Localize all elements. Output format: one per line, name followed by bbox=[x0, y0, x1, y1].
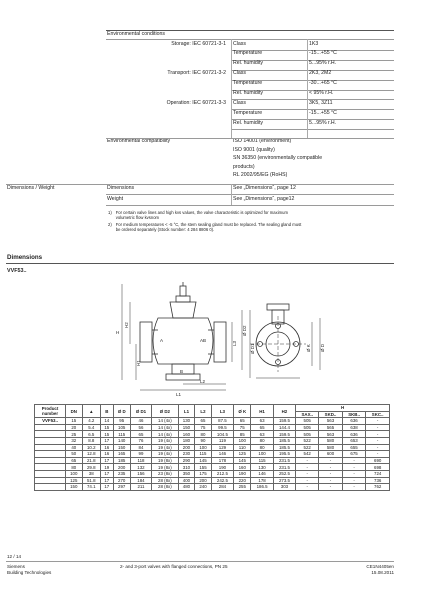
table-cell: 400 bbox=[178, 477, 195, 484]
table-cell: 522 bbox=[296, 444, 319, 451]
dimensions-table bbox=[34, 404, 390, 491]
table-cell: 145 bbox=[234, 457, 251, 464]
table-cell: - bbox=[319, 464, 343, 471]
port-label-a: A bbox=[160, 338, 164, 343]
table-cell: 21.8 bbox=[82, 457, 100, 464]
table-cell: 25 bbox=[66, 431, 83, 438]
table-cell: 200 bbox=[195, 477, 212, 484]
table-cell: 175 bbox=[195, 470, 212, 477]
table-cell: 17 bbox=[100, 477, 113, 484]
table-cell: 80 bbox=[251, 437, 273, 444]
footer-date: 15.08.2011 bbox=[371, 570, 394, 575]
env-row-value: -15...+55 °C bbox=[309, 50, 337, 57]
table-cell: 132 bbox=[130, 464, 151, 471]
env-row-value: 3K5, 3Z11 bbox=[309, 99, 333, 106]
note-line: For certain valve lines and high kvs values, the valve characteristic is optimized for maximum bbox=[115, 210, 288, 215]
dim-label-d1: Ø D1 bbox=[250, 343, 255, 354]
env-row-value: 5...95% r.H. bbox=[309, 60, 337, 67]
table-row bbox=[35, 470, 390, 477]
table-cell: 99.5 bbox=[211, 424, 233, 431]
env-row-value: 5...95% r.H. bbox=[309, 119, 337, 126]
table-cell: 19 (4x) bbox=[152, 444, 179, 451]
table-cell: 80 bbox=[251, 444, 273, 451]
col-header: Ø D2 bbox=[152, 405, 179, 418]
dim-label-h2: H2 bbox=[124, 322, 129, 328]
table-row bbox=[35, 477, 390, 484]
table-cell: 159.5 bbox=[273, 418, 295, 425]
table-cell: 159.5 bbox=[273, 431, 295, 438]
table-cell: 100 bbox=[66, 470, 83, 477]
table-cell: 185.5 bbox=[273, 437, 295, 444]
table-cell: 87.5 bbox=[211, 418, 233, 425]
table-cell: - bbox=[296, 457, 319, 464]
table-cell: 105 bbox=[113, 424, 130, 431]
dim-label-h: H bbox=[116, 330, 120, 335]
table-cell: - bbox=[319, 484, 343, 491]
weight-row-value: See „Dimensions“, page12 bbox=[233, 195, 295, 202]
dim-label-d: Ø D bbox=[320, 343, 325, 352]
table-cell bbox=[35, 470, 66, 477]
table-cell: - bbox=[366, 431, 390, 438]
table-cell: 19 (4x) bbox=[152, 437, 179, 444]
col-subheader: SKB.. bbox=[342, 411, 366, 418]
table-cell: 50 bbox=[66, 451, 83, 458]
table-cell: 690 bbox=[366, 457, 390, 464]
table-cell: 235 bbox=[113, 470, 130, 477]
env-row-value: -30...+65 °C bbox=[309, 80, 337, 87]
table-cell: 145 bbox=[195, 457, 212, 464]
table-cell: 636 bbox=[342, 418, 366, 425]
table-cell: 76 bbox=[130, 437, 151, 444]
table-cell: 565 bbox=[319, 424, 343, 431]
table-cell: 100 bbox=[234, 437, 251, 444]
table-cell: - bbox=[366, 424, 390, 431]
table-cell: 65 bbox=[251, 424, 273, 431]
footer-company: Siemens bbox=[7, 564, 25, 569]
table-cell: 270 bbox=[113, 477, 130, 484]
table-row bbox=[35, 484, 390, 491]
table-cell: 165 bbox=[113, 451, 130, 458]
table-cell: 146 bbox=[211, 451, 233, 458]
table-cell: 15 bbox=[66, 418, 83, 425]
table-cell: 20 bbox=[66, 424, 83, 431]
env-row-key: Rel. humidity bbox=[233, 60, 263, 67]
col-header: DN bbox=[66, 405, 83, 418]
table-cell bbox=[35, 464, 66, 471]
table-cell bbox=[35, 457, 66, 464]
valve-drawing bbox=[100, 278, 340, 400]
table-cell: 80 bbox=[66, 464, 83, 471]
table-cell: 110 bbox=[234, 444, 251, 451]
table-cell bbox=[35, 477, 66, 484]
table-cell: 736 bbox=[366, 477, 390, 484]
table-cell: 29.8 bbox=[82, 464, 100, 471]
table-cell: 190 bbox=[234, 470, 251, 477]
table-cell: 200 bbox=[178, 444, 195, 451]
table-cell: 160 bbox=[234, 464, 251, 471]
env-compat-label: Environmental compatibility bbox=[107, 138, 171, 144]
table-cell: 185.5 bbox=[273, 444, 295, 451]
compat-line: RL 2002/95/EG (RoHS) bbox=[233, 172, 288, 178]
table-cell: 522 bbox=[296, 437, 319, 444]
env-row-value: < 95% r.H. bbox=[309, 90, 334, 96]
env-row-key: Temperature bbox=[233, 109, 263, 116]
table-cell: 115 bbox=[251, 457, 273, 464]
note-mark: 2) bbox=[108, 221, 112, 227]
table-cell: 119 bbox=[211, 437, 233, 444]
model-label: VVF53.. bbox=[7, 268, 27, 274]
table-cell: 178 bbox=[251, 477, 273, 484]
table-cell bbox=[35, 431, 66, 438]
table-cell: 23 (8x) bbox=[152, 470, 179, 477]
env-row-key: Class bbox=[233, 99, 246, 106]
table-cell bbox=[35, 444, 66, 451]
table-cell: 15 bbox=[100, 424, 113, 431]
table-cell: 240 bbox=[195, 484, 212, 491]
table-cell: - bbox=[296, 477, 319, 484]
table-cell: 10.2 bbox=[82, 444, 100, 451]
note-line: For medium temperatures < -5 °C, the stem sealing gland must be replaced. The sealing gland must bbox=[115, 221, 302, 227]
env-row-key: Rel. humidity bbox=[233, 119, 263, 126]
table-cell: 505 bbox=[296, 431, 319, 438]
table-cell: - bbox=[366, 444, 390, 451]
table-cell: 95 bbox=[113, 418, 130, 425]
table-cell: 38 bbox=[82, 470, 100, 477]
table-cell: 118 bbox=[130, 457, 151, 464]
col-header: H2 bbox=[273, 405, 295, 418]
table-cell: 150 bbox=[178, 424, 195, 431]
table-cell: 185 bbox=[113, 457, 130, 464]
table-cell: 125 bbox=[66, 477, 83, 484]
table-cell: 65 bbox=[130, 431, 151, 438]
table-cell: - bbox=[319, 457, 343, 464]
table-cell: - bbox=[366, 451, 390, 458]
table-cell: 180 bbox=[178, 437, 195, 444]
env-row-key: Class bbox=[233, 70, 246, 77]
table-cell: 100 bbox=[195, 444, 212, 451]
table-row bbox=[35, 431, 390, 438]
table-cell: - bbox=[342, 470, 366, 477]
table-cell: 140 bbox=[113, 437, 130, 444]
table-cell: 84 bbox=[130, 444, 151, 451]
table-cell: 17 bbox=[100, 470, 113, 477]
col-header: Ø D bbox=[113, 405, 130, 418]
env-group-name: Operation: IEC 60721-3-3 bbox=[166, 99, 226, 106]
table-cell: 65 bbox=[195, 418, 212, 425]
col-header: L2 bbox=[195, 405, 212, 418]
env-group-name: Transport: IEC 60721-3-2 bbox=[167, 70, 226, 77]
footer-doc-id: CE1N4405en bbox=[366, 564, 394, 569]
table-cell: 130 bbox=[251, 464, 273, 471]
col-header: B bbox=[100, 405, 113, 418]
table-cell: 28 (8x) bbox=[152, 477, 179, 484]
table-cell: 231.5 bbox=[273, 457, 295, 464]
table-cell: 99 bbox=[130, 451, 151, 458]
compat-line: SN 36350 (environmentally compatible bbox=[233, 155, 323, 161]
table-cell: 14 (4x) bbox=[152, 418, 179, 425]
env-row-key: Temperature bbox=[233, 80, 263, 87]
note-line: volumetric flow kvsnom bbox=[115, 215, 160, 221]
table-cell: - bbox=[296, 470, 319, 477]
table-cell: 273.5 bbox=[273, 477, 295, 484]
dim-label-h1: H1 bbox=[136, 360, 141, 366]
compat-line: products) bbox=[233, 163, 255, 170]
table-cell: 638 bbox=[342, 424, 366, 431]
table-cell bbox=[35, 437, 66, 444]
table-cell: 563 bbox=[319, 431, 343, 438]
table-cell: 505 bbox=[296, 418, 319, 425]
table-cell: 17 bbox=[100, 457, 113, 464]
table-cell: 125 bbox=[234, 451, 251, 458]
footer-doc-title: 2- and 3-port valves with flanged connections, PN 25 bbox=[120, 564, 228, 569]
table-cell: 8.8 bbox=[82, 437, 100, 444]
table-cell: 115 bbox=[113, 431, 130, 438]
table-cell: 100 bbox=[251, 451, 273, 458]
table-cell: - bbox=[319, 477, 343, 484]
table-cell: 14 (4x) bbox=[152, 431, 179, 438]
table-cell: 186.5 bbox=[251, 484, 273, 491]
col-header: Product number bbox=[35, 405, 66, 418]
table-cell: 297 bbox=[113, 484, 130, 491]
table-row bbox=[35, 424, 390, 431]
table-cell: - bbox=[342, 464, 366, 471]
table-cell: 6.5 bbox=[82, 431, 100, 438]
table-cell: 150 bbox=[66, 484, 83, 491]
table-cell bbox=[35, 451, 66, 458]
table-cell: 542 bbox=[296, 451, 319, 458]
table-cell: 655 bbox=[342, 444, 366, 451]
table-cell: 15 bbox=[100, 431, 113, 438]
table-cell: 115 bbox=[195, 451, 212, 458]
table-cell: 600 bbox=[319, 451, 343, 458]
env-row-key: Temperature bbox=[233, 50, 263, 57]
table-cell: 150 bbox=[113, 444, 130, 451]
table-cell bbox=[35, 484, 66, 491]
col-header: L3 bbox=[211, 405, 233, 418]
table-cell: 14 bbox=[100, 418, 113, 425]
table-cell: - bbox=[319, 470, 343, 477]
section-title: Dimensions bbox=[7, 254, 43, 261]
table-cell: 580 bbox=[319, 437, 343, 444]
table-row bbox=[35, 437, 390, 444]
table-cell: 5.4 bbox=[82, 424, 100, 431]
table-cell: 155 bbox=[195, 464, 212, 471]
port-label-b: B bbox=[180, 369, 184, 374]
table-cell: 74.1 bbox=[82, 484, 100, 491]
table-cell: 12.8 bbox=[82, 451, 100, 458]
col-header-weight-icon: ▲ bbox=[82, 405, 100, 418]
table-row bbox=[35, 457, 390, 464]
table-cell: 200 bbox=[113, 464, 130, 471]
table-cell: 563 bbox=[319, 418, 343, 425]
col-header: H1 bbox=[251, 405, 273, 418]
dim-label-l3: L3 bbox=[232, 340, 237, 346]
table-cell: 156 bbox=[130, 470, 151, 477]
table-cell: 762 bbox=[366, 484, 390, 491]
table-cell: 724 bbox=[366, 470, 390, 477]
table-cell: - bbox=[366, 418, 390, 425]
table-cell: 190 bbox=[211, 464, 233, 471]
table-cell: 698 bbox=[366, 464, 390, 471]
env-row-value: 1K3 bbox=[309, 40, 319, 47]
note-mark: 1) bbox=[108, 210, 112, 215]
table-cell: 220 bbox=[234, 477, 251, 484]
table-cell: 505 bbox=[296, 424, 319, 431]
compat-line: ISO 14001 (environment) bbox=[233, 138, 292, 144]
table-cell: 19 (8x) bbox=[152, 464, 179, 471]
table-cell: 580 bbox=[319, 444, 343, 451]
table-cell bbox=[35, 424, 66, 431]
table-cell: 28 (8x) bbox=[152, 484, 179, 491]
env-row-divider bbox=[231, 129, 394, 130]
dim-label-l2: L2 bbox=[200, 379, 206, 384]
table-cell: - bbox=[342, 457, 366, 464]
dim-label-d2: Ø D2 bbox=[242, 325, 247, 336]
table-row bbox=[35, 464, 390, 471]
env-row-key: Rel. humidity bbox=[233, 90, 263, 96]
table-cell: 675 bbox=[342, 451, 366, 458]
env-group-name: Storage: IEC 60721-3-1 bbox=[171, 40, 226, 47]
table-cell: 255 bbox=[234, 484, 251, 491]
col-header: L1 bbox=[178, 405, 195, 418]
table-cell: 104.5 bbox=[211, 431, 233, 438]
table-cell: 90 bbox=[195, 437, 212, 444]
table-cell: 211 bbox=[130, 484, 151, 491]
table-cell: 85 bbox=[234, 431, 251, 438]
col-header: H bbox=[296, 405, 390, 412]
table-cell: 51.8 bbox=[82, 477, 100, 484]
table-cell: VVF53.. bbox=[35, 418, 66, 425]
table-cell: 75 bbox=[234, 424, 251, 431]
dims-row-value: See „Dimensions“, page 12 bbox=[233, 184, 296, 191]
table-cell: - bbox=[342, 477, 366, 484]
table-cell: 653 bbox=[342, 437, 366, 444]
table-cell: 252.5 bbox=[273, 470, 295, 477]
table-cell: 242.5 bbox=[211, 477, 233, 484]
footnotes bbox=[108, 210, 301, 232]
table-cell: 16 bbox=[100, 444, 113, 451]
table-cell: 65 bbox=[66, 457, 83, 464]
note-line: be ordered separately (Stock number: 4 284 8806 0). bbox=[115, 226, 215, 232]
table-row bbox=[35, 451, 390, 458]
dims-group-label: Dimensions / Weight bbox=[7, 184, 55, 191]
table-cell: 63 bbox=[251, 418, 273, 425]
table-cell: 146 bbox=[251, 470, 273, 477]
table-cell: 14 (4x) bbox=[152, 424, 179, 431]
table-cell: - bbox=[296, 484, 319, 491]
table-cell: 46 bbox=[130, 418, 151, 425]
env-section-label: Environmental conditions bbox=[107, 30, 165, 37]
col-subheader: SAX.. bbox=[296, 411, 319, 418]
table-cell: 231.5 bbox=[273, 464, 295, 471]
col-header: Ø D1 bbox=[130, 405, 151, 418]
port-label-ab: AB bbox=[200, 338, 207, 343]
table-cell: 129 bbox=[211, 444, 233, 451]
table-cell: 17 bbox=[100, 484, 113, 491]
table-cell: 284 bbox=[211, 484, 233, 491]
col-header: Ø K bbox=[234, 405, 251, 418]
col-subheader: SKC.. bbox=[366, 411, 390, 418]
footer-division: Building Technologies bbox=[7, 570, 52, 575]
table-cell: 212.5 bbox=[211, 470, 233, 477]
page-number: 12 / 14 bbox=[7, 554, 22, 559]
table-cell: 19 (8x) bbox=[152, 457, 179, 464]
table-cell: 16 bbox=[100, 451, 113, 458]
table-cell: - bbox=[296, 464, 319, 471]
table-cell: 480 bbox=[178, 484, 195, 491]
table-cell: 178 bbox=[211, 457, 233, 464]
table-cell: 130 bbox=[178, 418, 195, 425]
table-cell: 184 bbox=[130, 477, 151, 484]
table-cell: - bbox=[342, 484, 366, 491]
table-cell: 350 bbox=[178, 470, 195, 477]
table-cell: 56 bbox=[130, 424, 151, 431]
dims-row-label: Dimensions bbox=[107, 184, 135, 191]
table-row bbox=[35, 444, 390, 451]
table-cell: 80 bbox=[195, 431, 212, 438]
env-row-value: -15...+55 °C bbox=[309, 109, 337, 116]
table-cell: 40 bbox=[66, 444, 83, 451]
table-cell: 65 bbox=[234, 418, 251, 425]
table-cell: 303 bbox=[273, 484, 295, 491]
table-cell: 230 bbox=[178, 451, 195, 458]
col-subheader: SKD.. bbox=[319, 411, 343, 418]
env-row-key: Class bbox=[233, 40, 246, 47]
table-cell: 160 bbox=[178, 431, 195, 438]
table-cell: 17 bbox=[100, 437, 113, 444]
weight-row-label: Weight bbox=[107, 195, 124, 202]
dim-label-l1: L1 bbox=[176, 392, 182, 397]
table-cell: 32 bbox=[66, 437, 83, 444]
table-cell: 636 bbox=[342, 431, 366, 438]
compat-line: ISO 9001 (quality) bbox=[233, 146, 275, 153]
table-cell: 75 bbox=[195, 424, 212, 431]
table-cell: 19 (4x) bbox=[152, 451, 179, 458]
env-row-value: 2K3, 2M2 bbox=[309, 70, 332, 77]
table-cell: 4.2 bbox=[82, 418, 100, 425]
table-cell: 63 bbox=[251, 431, 273, 438]
table-row bbox=[35, 418, 390, 425]
table-cell: 19 bbox=[100, 464, 113, 471]
table-cell: - bbox=[366, 437, 390, 444]
table-cell: 195.5 bbox=[273, 451, 295, 458]
dim-label-k: Ø K bbox=[306, 344, 311, 352]
table-cell: 144.4 bbox=[273, 424, 295, 431]
table-cell: 310 bbox=[178, 464, 195, 471]
table-cell: 290 bbox=[178, 457, 195, 464]
